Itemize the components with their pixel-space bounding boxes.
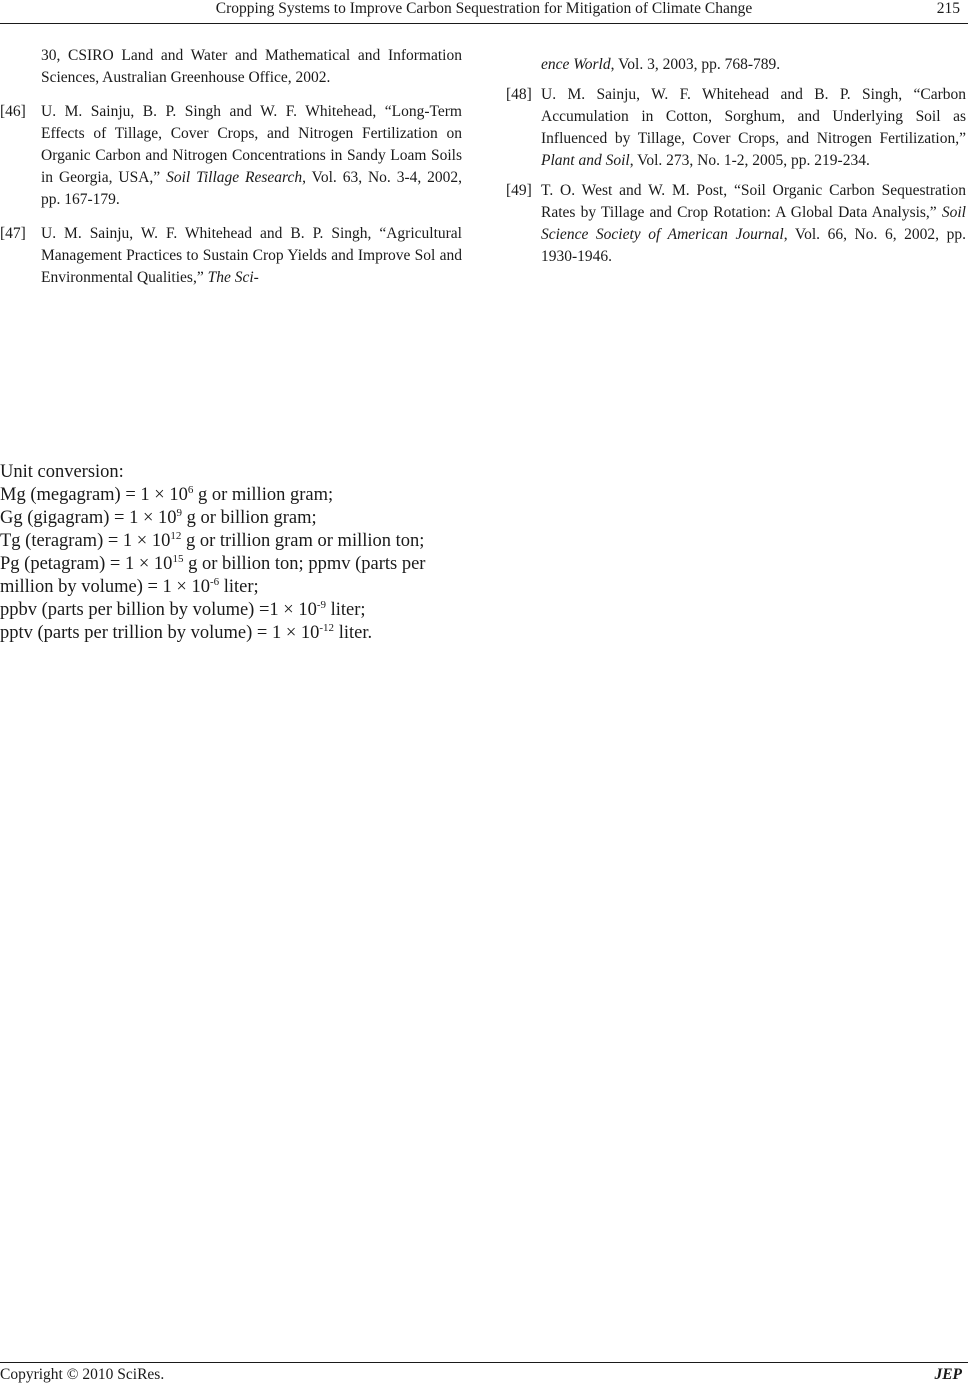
reference-number: [49] — [506, 182, 532, 199]
unit-exponent: 9 — [176, 507, 183, 519]
running-header — [0, 0, 968, 26]
unit-exponent: -12 — [319, 622, 335, 634]
unit-line-gigagram — [0, 507, 470, 530]
header-rule — [0, 23, 968, 24]
reference-details: , Vol. 273, No. 1-2, 2005, pp. 219-234. — [629, 152, 870, 169]
unit-conversion-block — [0, 461, 470, 645]
running-title: Cropping Systems to Improve Carbon Sequestration for Mitigation of Climate Change — [215, 0, 753, 17]
reference-48 — [506, 84, 966, 172]
page-number: 215 — [936, 0, 960, 17]
reference-authors-title: U. M. Sainju, W. F. Whitehead and B. P. Singh, “Agricultural Management Practices to Sustain Crop Yields and Improve Sol and Environmental Qualities,” — [41, 225, 462, 286]
unit-text: ppbv (parts per billion by volume) =1 × 10 — [0, 600, 317, 620]
unit-text: liter; — [326, 600, 366, 620]
unit-line-megagram — [0, 484, 470, 507]
reference-46 — [0, 101, 462, 211]
reference-details: , Vol. 3, 2003, pp. 768-789. — [610, 56, 781, 73]
continued-reference — [506, 54, 966, 76]
unit-text: g or trillion gram or million ton; — [181, 531, 425, 551]
unit-exponent: -9 — [316, 599, 326, 611]
reference-authors-title: U. M. Sainju, B. P. Singh and W. F. Whitehead, “Long-Term Effects of Tillage, Cover Crops, and Nitrogen Fertilization on Organic Carbon and Nitrogen Concentrations in Sandy Loam Soils in Georgia, USA,” — [41, 103, 462, 186]
reference-number: [46] — [0, 103, 26, 120]
unit-line-ppbv — [0, 599, 470, 622]
reference-journal: Soil Science Society of American Journal — [541, 204, 966, 243]
reference-number: [47] — [0, 225, 26, 242]
journal-abbreviation: JEP — [934, 1366, 962, 1383]
unit-text: Tg (teragram) = 1 × 10 — [0, 531, 171, 551]
unit-exponent: -6 — [209, 576, 220, 588]
unit-text: Pg (petagram) = 1 × 10 — [0, 554, 173, 574]
reference-number: [48] — [506, 86, 532, 103]
reference-details: , Vol. 66, No. 6, 2002, pp. 1930-1946. — [541, 226, 966, 265]
left-column — [0, 45, 462, 289]
unit-line-pptv — [0, 622, 470, 645]
unit-conversion-heading: Unit conversion: — [0, 462, 124, 482]
reference-journal: Plant and Soil — [541, 152, 630, 169]
unit-text: g or billion ton; ppmv (parts per million by volume) = 1 × 10 — [0, 554, 426, 597]
reference-47 — [0, 223, 462, 289]
unit-exponent: 12 — [170, 530, 182, 542]
unit-text: liter. — [334, 623, 373, 643]
reference-journal: ence World — [541, 56, 611, 73]
unit-line-petagram — [0, 553, 470, 599]
reference-journal: Soil Tillage Research — [166, 169, 303, 186]
unit-text: Mg (megagram) = 1 × 10 — [0, 485, 188, 505]
reference-journal: The Sci- — [207, 269, 259, 286]
reference-authors-title: U. M. Sainju, W. F. Whitehead and B. P. Singh, “Carbon Accumulation in Cotton, Sorghum, and Underlying Soil as Influenced by Tillage, Cover Crops, and Nitrogen Fertilization,” — [541, 86, 966, 147]
unit-text: g or million gram; — [193, 485, 334, 505]
unit-line-teragram — [0, 530, 470, 553]
right-column — [506, 54, 966, 268]
footer-rule — [0, 1362, 968, 1363]
continued-reference: 30, CSIRO Land and Water and Mathematical and Information Sciences, Australian Greenhouse Office, 2002. — [41, 47, 462, 86]
reference-authors-title: T. O. West and W. M. Post, “Soil Organic Carbon Sequestration Rates by Tillage and Crop Rotation: A Global Data Analysis,” — [541, 182, 966, 221]
page-footer — [0, 1366, 968, 1386]
unit-text: g or billion gram; — [182, 508, 317, 528]
unit-exponent: 6 — [187, 484, 194, 496]
unit-text: pptv (parts per trillion by volume) = 1 × 10 — [0, 623, 320, 643]
copyright-notice: Copyright © 2010 SciRes. — [0, 1366, 165, 1383]
unit-exponent: 15 — [172, 553, 184, 565]
unit-text: Gg (gigagram) = 1 × 10 — [0, 508, 177, 528]
reference-details: , Vol. 63, No. 3-4, 2002, pp. 167-179. — [41, 169, 463, 208]
reference-49 — [506, 180, 966, 268]
unit-text: liter; — [219, 577, 259, 597]
